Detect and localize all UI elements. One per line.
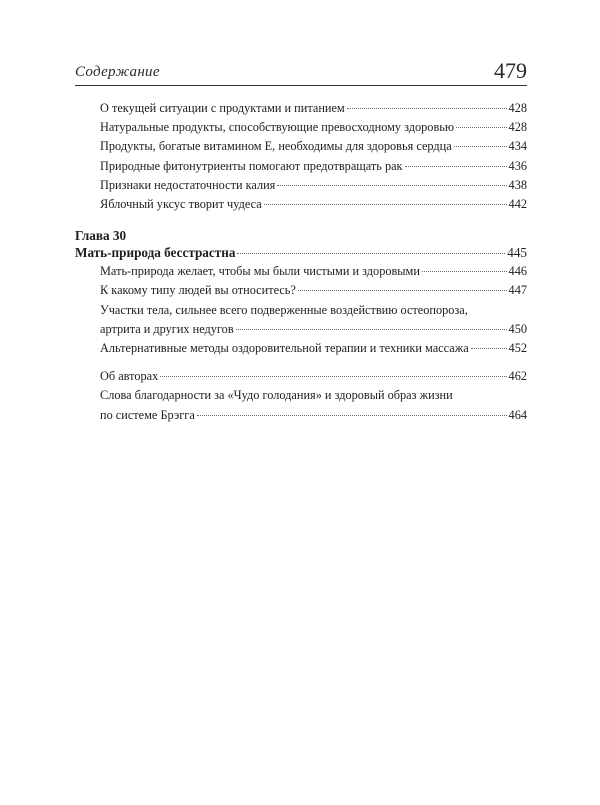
dot-leader xyxy=(160,376,506,377)
toc-entry-title: Продукты, богатые витамином Е, необходимы для здоровья сердца xyxy=(100,139,452,154)
toc-entry-page: 428 xyxy=(508,101,527,115)
toc-entry-title: Признаки недостаточности калия xyxy=(100,177,276,192)
dot-leader xyxy=(422,271,507,272)
toc-entry-page: 434 xyxy=(508,139,527,154)
toc-entry[interactable] xyxy=(75,386,527,424)
toc-entry-title: Природные фитонутриенты помогают предотвращать рак xyxy=(100,158,403,173)
toc-entry-page: 446 xyxy=(508,264,527,279)
toc-entry-title-line2: по системе Брэгга xyxy=(100,407,195,422)
dot-leader xyxy=(405,166,507,167)
toc-entry-title: Натуральные продукты, способствующие превосходному здоровью xyxy=(100,120,455,135)
toc-entry-page: 447 xyxy=(508,283,527,298)
section-gap xyxy=(75,358,527,367)
toc-entry-title-line1: Участки тела, сильнее всего подверженные воздействию остеопороза, xyxy=(100,302,468,317)
toc-entry[interactable] xyxy=(75,262,527,281)
toc-entry-page: 442 xyxy=(508,197,527,212)
toc-entry-title: Мать-природа желает, чтобы мы были чистыми и здоровыми xyxy=(100,264,420,279)
chapter-title: Мать-природа бесстрастна xyxy=(75,245,236,261)
table-of-contents xyxy=(75,99,527,425)
header-rule xyxy=(75,85,527,86)
page-number: 479 xyxy=(494,58,527,83)
chapter-entry[interactable] xyxy=(75,244,527,262)
dot-leader xyxy=(456,127,506,128)
toc-entry[interactable] xyxy=(75,301,527,339)
chapter-label: Глава 30 xyxy=(75,228,127,244)
toc-entry[interactable] xyxy=(75,195,527,214)
toc-entry-page: 462 xyxy=(508,369,527,384)
toc-entry-title-line2: артрита и других недугов xyxy=(100,321,234,336)
dot-leader xyxy=(237,253,505,254)
toc-entry-page: 438 xyxy=(508,177,527,192)
dot-leader xyxy=(471,348,507,349)
section-title: Содержание xyxy=(75,64,160,80)
toc-entry-title-line1: Слова благодарности за «Чудо голодания» и здоровый образ жизни xyxy=(100,388,453,403)
chapter-page: 445 xyxy=(507,245,527,261)
toc-entry[interactable] xyxy=(75,176,527,195)
toc-entry-page: 464 xyxy=(508,407,527,422)
toc-entry[interactable] xyxy=(75,339,527,358)
toc-entry-title: О текущей ситуации с продуктами и питанием xyxy=(100,101,345,115)
toc-entry[interactable] xyxy=(75,99,527,118)
toc-entry-page: 450 xyxy=(508,321,527,336)
toc-entry-page: 436 xyxy=(508,158,527,173)
toc-entry[interactable] xyxy=(75,118,527,137)
toc-entry[interactable] xyxy=(75,281,527,300)
dot-leader xyxy=(236,329,507,330)
toc-entry-title: Яблочный уксус творит чудеса xyxy=(100,197,262,212)
dot-leader xyxy=(197,415,507,416)
toc-entry[interactable] xyxy=(75,157,527,176)
running-head xyxy=(75,58,527,86)
toc-entry-title: Об авторах xyxy=(100,369,159,384)
toc-entry[interactable] xyxy=(75,367,527,386)
toc-entry-page: 428 xyxy=(508,120,527,135)
toc-entry[interactable] xyxy=(75,137,527,156)
dot-leader xyxy=(264,204,507,205)
toc-entry-page: 452 xyxy=(508,341,527,356)
dot-leader xyxy=(347,108,507,109)
dot-leader xyxy=(454,146,507,147)
dot-leader xyxy=(277,185,506,186)
dot-leader xyxy=(298,290,507,291)
toc-entry-title: Альтернативные методы оздоровительной терапии и техники массажа xyxy=(100,341,469,356)
toc-entry-title: К какому типу людей вы относитесь? xyxy=(100,283,296,298)
